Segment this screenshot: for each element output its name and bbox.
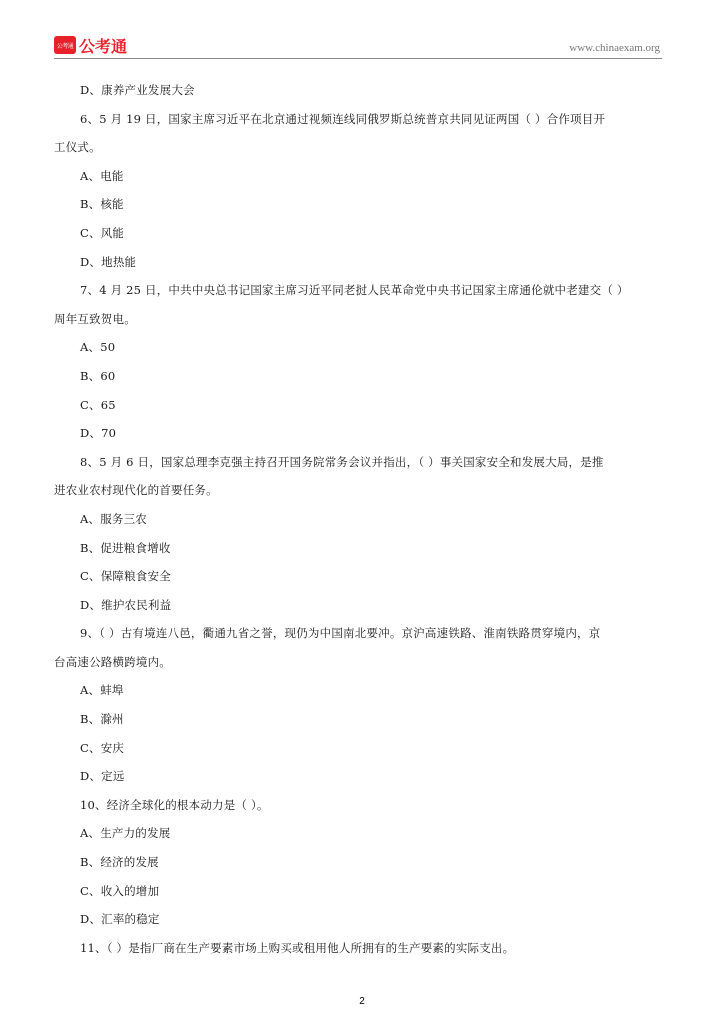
option-d-q10: D、汇率的稳定 bbox=[80, 912, 160, 927]
option-b-q7: B、60 bbox=[80, 368, 116, 383]
option-b-q9: B、滁州 bbox=[80, 712, 124, 727]
option-a-q7: A、50 bbox=[80, 340, 116, 355]
option-c-q6: C、风能 bbox=[80, 225, 125, 240]
question-7: 7、4 月 25 日，中共中央总书记国家主席习近平同老挝人民革命党中央书记国家主席通伦就中老建交（ ） bbox=[80, 283, 629, 298]
option-c-q8: C、保障粮食安全 bbox=[80, 569, 171, 584]
option-c-q9: C、安庆 bbox=[80, 740, 125, 755]
question-6-continued: 工仪式。 bbox=[54, 140, 101, 155]
question-10: 10、经济全球化的根本动力是（ ）。 bbox=[80, 797, 269, 812]
question-11: 11、（ ）是指厂商在生产要素市场上购买或租用他人所拥有的生产要素的实际支出。 bbox=[80, 940, 515, 955]
question-7-continued: 周年互致贺电。 bbox=[54, 311, 136, 326]
logo-badge-icon: 公考通 bbox=[54, 36, 76, 54]
option-b-q6: B、核能 bbox=[80, 197, 124, 212]
question-9-continued: 台高速公路横跨境内。 bbox=[54, 654, 171, 669]
option-b-q10: B、经济的发展 bbox=[80, 855, 159, 870]
page-number: 2 bbox=[359, 996, 365, 1007]
site-url[interactable]: www.chinaexam.org bbox=[569, 42, 660, 54]
option-d-q7: D、70 bbox=[80, 426, 117, 441]
option-d-q9: D、定远 bbox=[80, 769, 125, 784]
question-8-continued: 进农业农村现代化的首要任务。 bbox=[54, 483, 218, 498]
option-d-q8: D、维护农民利益 bbox=[80, 597, 172, 612]
question-9: 9、（ ）古有境连八邑，衢通九省之誉，现仍为中国南北要冲。京沪高速铁路、淮南铁路贯穿境内，京 bbox=[80, 626, 601, 641]
option-a-q9: A、蚌埠 bbox=[80, 683, 124, 698]
document-body bbox=[54, 76, 670, 962]
option-d-q6: D、地热能 bbox=[80, 254, 137, 269]
option-d-q5: D、康养产业发展大会 bbox=[80, 83, 195, 97]
option-b-q8: B、促进粮食增收 bbox=[80, 540, 171, 555]
option-c-q10: C、收入的增加 bbox=[80, 883, 160, 898]
logo-text: 公考通 bbox=[79, 36, 128, 56]
option-c-q7: C、65 bbox=[80, 397, 116, 412]
option-a-q6: A、电能 bbox=[80, 168, 124, 183]
logo bbox=[54, 36, 127, 54]
question-6: 6、5 月 19 日，国家主席习近平在北京通过视频连线同俄罗斯总统普京共同见证两国（ ）合作项目开 bbox=[80, 111, 606, 126]
page-header bbox=[54, 34, 662, 59]
question-8: 8、5 月 6 日，国家总理李克强主持召开国务院常务会议并指出，（ ）事关国家安全和发展大局，是推 bbox=[80, 454, 604, 469]
option-a-q8: A、服务三农 bbox=[80, 511, 148, 526]
option-a-q10: A、生产力的发展 bbox=[80, 826, 171, 841]
